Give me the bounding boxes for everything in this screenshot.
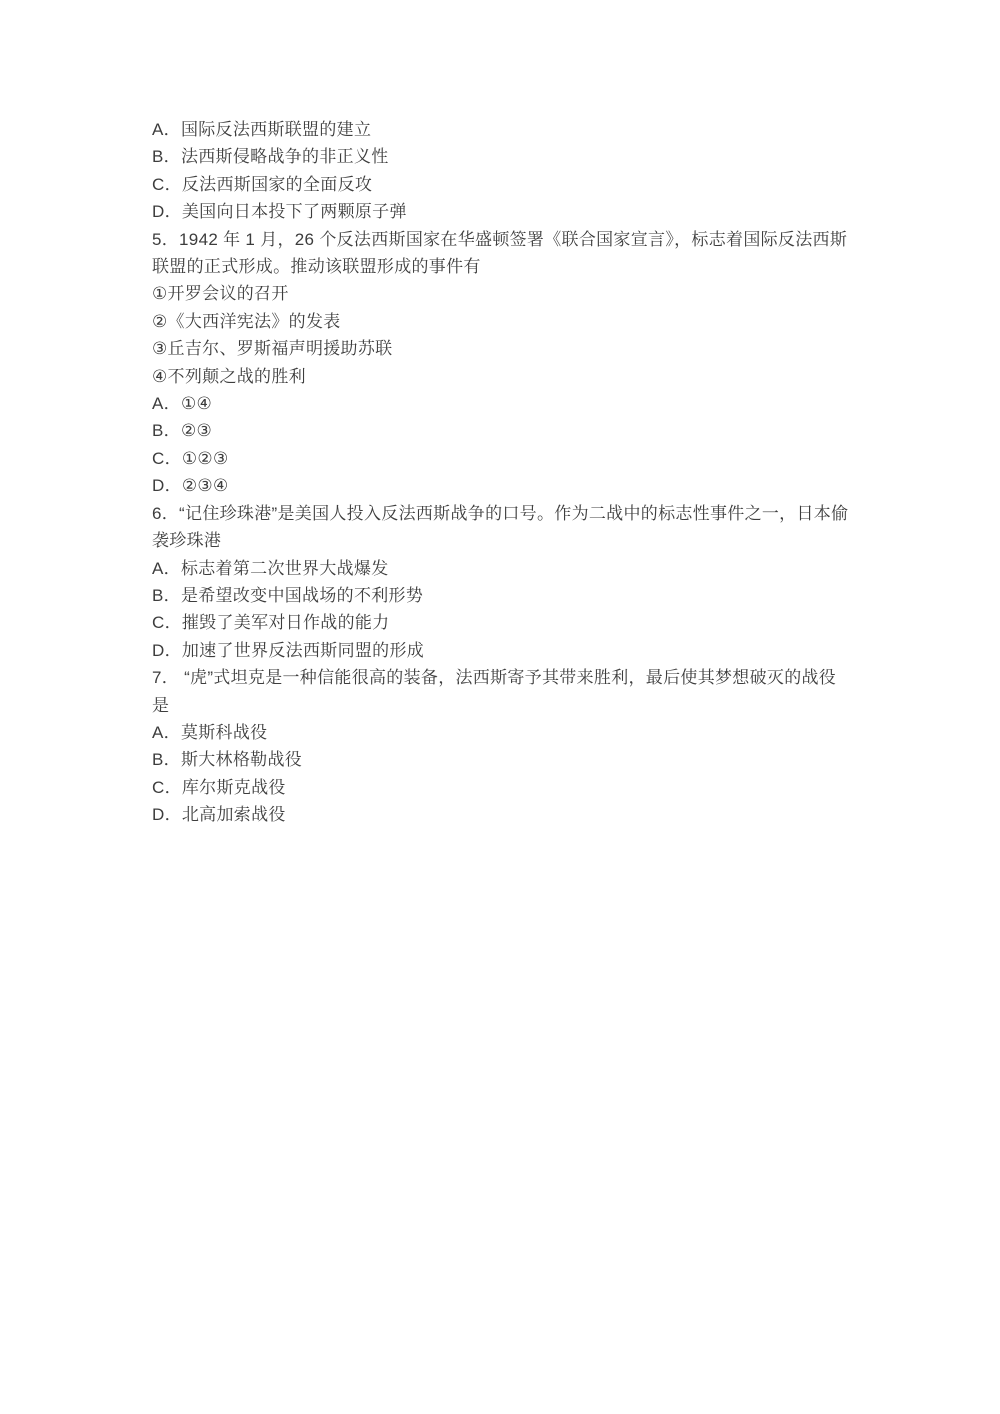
question-stem: 6．“记住珍珠港”是美国人投入反法西斯战争的口号。作为二战中的标志性事件之一，日本偷袭珍珠港 (152, 503, 849, 551)
answer-option: C．摧毁了美军对日作战的能力 (152, 613, 390, 633)
answer-option: A．国际反法西斯联盟的建立 (152, 120, 372, 139)
answer-option: D．美国向日本投下了两颗原子弹 (152, 202, 407, 222)
answer-option: D．加速了世界反法西斯同盟的形成 (152, 640, 425, 660)
answer-option: B．斯大林格勒战役 (152, 750, 303, 770)
answer-option: C．①②③ (152, 448, 229, 468)
question-stem: 5．1942 年 1 月，26 个反法西斯国家在华盛顿签署《联合国家宣言》，标志着国际反法西斯联盟的正式形成。推动该联盟形成的事件有 (152, 229, 848, 277)
answer-option: D．北高加索战役 (152, 805, 286, 825)
numbered-item: ③丘吉尔、罗斯福声明援助苏联 (152, 339, 393, 359)
numbered-item: ①开罗会议的召开 (152, 284, 289, 304)
answer-option: B．法西斯侵略战争的非正义性 (152, 147, 389, 167)
numbered-item: ④不列颠之战的胜利 (152, 366, 306, 386)
answer-option: B．是希望改变中国战场的不利形势 (152, 585, 424, 605)
answer-option: A．标志着第二次世界大战爆发 (152, 558, 389, 578)
numbered-item: ②《大西洋宪法》的发表 (152, 311, 341, 331)
answer-option: B．②③ (152, 421, 213, 441)
question-stem: 7． “虎”式坦克是一种信能很高的装备，法西斯寄予其带来胜利，最后使其梦想破灭的战役是 (152, 668, 837, 715)
question-list (152, 116, 850, 829)
answer-option: C．反法西斯国家的全面反攻 (152, 174, 373, 194)
answer-option: D．②③④ (152, 476, 229, 496)
answer-option: A．①④ (152, 394, 213, 414)
answer-option: C．库尔斯克战役 (152, 777, 286, 797)
answer-option: A．莫斯科战役 (152, 722, 268, 742)
